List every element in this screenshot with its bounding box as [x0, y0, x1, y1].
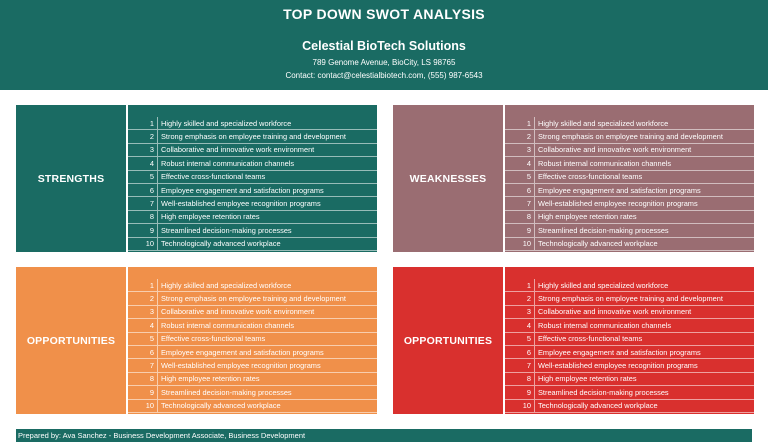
item-text: Technologically advanced workplace [161, 401, 281, 411]
list-item [128, 184, 377, 197]
quadrant-list [128, 105, 377, 252]
company-address: 789 Genome Avenue, BioCity, LS 98765 [312, 58, 456, 67]
item-text: Employee engagement and satisfaction programs [538, 185, 701, 195]
item-number: 7 [505, 359, 535, 371]
list-item [505, 144, 754, 157]
item-text: Technologically advanced workplace [161, 239, 281, 249]
item-text: Streamlined decision-making processes [161, 387, 292, 397]
item-text: Well-established employee recognition programs [538, 361, 698, 371]
item-number: 1 [505, 117, 535, 129]
item-number: 9 [505, 386, 535, 398]
item-text: Employee engagement and satisfaction programs [538, 347, 701, 357]
item-text: Effective cross-functional teams [161, 172, 266, 182]
item-number: 3 [505, 144, 535, 156]
list-item [505, 224, 754, 237]
list-item [128, 238, 377, 251]
quadrant-label: OPPORTUNITIES [393, 267, 503, 414]
item-number: 3 [128, 144, 158, 156]
quadrant-strengths [16, 105, 377, 252]
list-item [505, 306, 754, 319]
item-number: 10 [505, 238, 535, 250]
list-item [128, 359, 377, 372]
item-text: Robust internal communication channels [161, 158, 295, 168]
quadrant-label: STRENGTHS [16, 105, 126, 252]
quadrant-label: OPPORTUNITIES [16, 267, 126, 414]
list-item [505, 211, 754, 224]
list-item [128, 400, 377, 413]
list-item [128, 319, 377, 332]
list-item [505, 130, 754, 143]
quadrant-label: WEAKNESSES [393, 105, 503, 252]
item-number: 3 [128, 306, 158, 318]
item-text: Strong emphasis on employee training and development [161, 294, 346, 304]
list-item [128, 157, 377, 170]
item-text: Collaborative and innovative work environment [161, 307, 315, 317]
item-text: Robust internal communication channels [538, 320, 672, 330]
item-number: 5 [128, 333, 158, 345]
item-number: 6 [505, 184, 535, 196]
item-number: 4 [128, 319, 158, 331]
item-text: Strong emphasis on employee training and development [538, 132, 723, 142]
item-text: Highly skilled and specialized workforce [538, 280, 669, 290]
list-item [128, 144, 377, 157]
item-text: High employee retention rates [161, 212, 260, 222]
company-contact: Contact: contact@celestialbiotech.com, (555) 987-6543 [285, 71, 483, 80]
item-number: 4 [505, 157, 535, 169]
list-item [505, 171, 754, 184]
item-number: 1 [505, 279, 535, 291]
item-text: Collaborative and innovative work environment [538, 145, 692, 155]
list-item [505, 346, 754, 359]
item-number: 4 [505, 319, 535, 331]
list-item [128, 279, 377, 292]
page-title: TOP DOWN SWOT ANALYSIS [283, 6, 485, 22]
item-text: Well-established employee recognition programs [161, 199, 321, 209]
item-number: 1 [128, 279, 158, 291]
item-text: High employee retention rates [538, 212, 637, 222]
list-item [505, 359, 754, 372]
list-item [505, 157, 754, 170]
item-text: Streamlined decision-making processes [538, 387, 669, 397]
list-item [505, 292, 754, 305]
item-number: 7 [128, 197, 158, 209]
item-number: 9 [128, 224, 158, 236]
item-text: High employee retention rates [161, 374, 260, 384]
quadrant-opportunities-2 [393, 267, 754, 414]
item-number: 6 [128, 184, 158, 196]
list-item [128, 117, 377, 130]
item-number: 8 [505, 211, 535, 223]
list-item [128, 197, 377, 210]
item-text: High employee retention rates [538, 374, 637, 384]
list-item [505, 319, 754, 332]
footer-prepared-by: Prepared by: Ava Sanchez - Business Development Associate, Business Development [16, 429, 752, 442]
item-text: Effective cross-functional teams [538, 172, 643, 182]
item-text: Highly skilled and specialized workforce [538, 118, 669, 128]
item-text: Well-established employee recognition programs [161, 361, 321, 371]
company-name: Celestial BioTech Solutions [302, 39, 466, 53]
list-item [128, 373, 377, 386]
list-item [128, 224, 377, 237]
item-text: Collaborative and innovative work environment [161, 145, 315, 155]
list-item [505, 117, 754, 130]
item-number: 7 [128, 359, 158, 371]
item-number: 9 [128, 386, 158, 398]
item-number: 10 [505, 400, 535, 412]
quadrant-list [505, 105, 754, 252]
list-item [505, 197, 754, 210]
item-text: Streamlined decision-making processes [538, 225, 669, 235]
item-number: 8 [128, 211, 158, 223]
item-text: Employee engagement and satisfaction programs [161, 185, 324, 195]
item-number: 8 [505, 373, 535, 385]
item-number: 3 [505, 306, 535, 318]
item-number: 5 [128, 171, 158, 183]
list-item [128, 306, 377, 319]
item-number: 2 [128, 130, 158, 142]
item-text: Highly skilled and specialized workforce [161, 280, 292, 290]
item-text: Robust internal communication channels [538, 158, 672, 168]
list-item [505, 373, 754, 386]
list-item [128, 292, 377, 305]
list-item [505, 184, 754, 197]
item-text: Highly skilled and specialized workforce [161, 118, 292, 128]
item-text: Effective cross-functional teams [161, 334, 266, 344]
item-text: Collaborative and innovative work environment [538, 307, 692, 317]
list-item [128, 386, 377, 399]
list-item [505, 333, 754, 346]
item-text: Well-established employee recognition programs [538, 199, 698, 209]
item-number: 4 [128, 157, 158, 169]
header-banner [0, 0, 768, 90]
item-text: Technologically advanced workplace [538, 401, 658, 411]
list-item [505, 400, 754, 413]
item-number: 10 [128, 238, 158, 250]
item-number: 9 [505, 224, 535, 236]
item-number: 7 [505, 197, 535, 209]
item-number: 2 [505, 292, 535, 304]
list-item [505, 386, 754, 399]
item-text: Technologically advanced workplace [538, 239, 658, 249]
item-number: 6 [505, 346, 535, 358]
item-number: 8 [128, 373, 158, 385]
list-item [128, 333, 377, 346]
list-item [128, 171, 377, 184]
item-text: Strong emphasis on employee training and development [538, 294, 723, 304]
item-number: 2 [505, 130, 535, 142]
item-text: Effective cross-functional teams [538, 334, 643, 344]
quadrant-weaknesses [393, 105, 754, 252]
item-number: 2 [128, 292, 158, 304]
list-item [505, 238, 754, 251]
item-text: Robust internal communication channels [161, 320, 295, 330]
quadrant-list [505, 267, 754, 414]
item-number: 6 [128, 346, 158, 358]
item-text: Employee engagement and satisfaction programs [161, 347, 324, 357]
item-text: Strong emphasis on employee training and development [161, 132, 346, 142]
item-text: Streamlined decision-making processes [161, 225, 292, 235]
list-item [128, 211, 377, 224]
quadrant-list [128, 267, 377, 414]
quadrant-opportunities [16, 267, 377, 414]
item-number: 5 [505, 333, 535, 345]
list-item [505, 279, 754, 292]
item-number: 1 [128, 117, 158, 129]
list-item [128, 130, 377, 143]
item-number: 10 [128, 400, 158, 412]
list-item [128, 346, 377, 359]
item-number: 5 [505, 171, 535, 183]
